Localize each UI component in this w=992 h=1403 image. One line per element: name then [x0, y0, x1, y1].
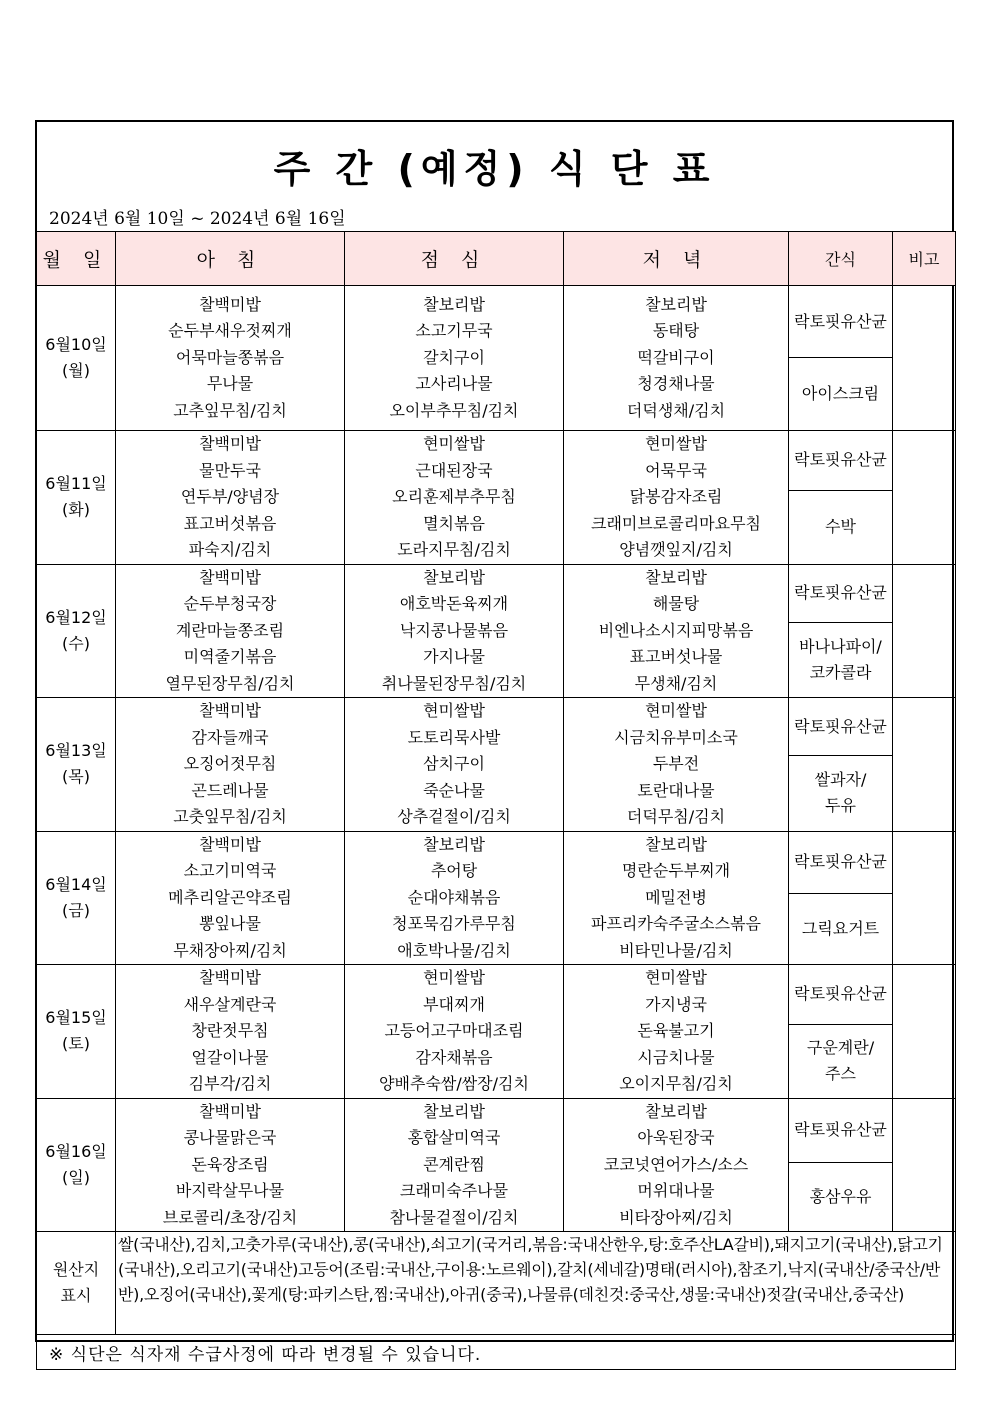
breakfast-item: 곤드레나물 — [191, 780, 269, 800]
lunch-item: 참나물겉절이/김치 — [389, 1207, 519, 1227]
snack-item: 락토핏유산균 — [794, 450, 887, 470]
dinner-item: 가지냉국 — [645, 994, 707, 1014]
lunch-item: 고등어고구마대조림 — [384, 1021, 524, 1040]
note-cell — [893, 831, 956, 965]
day-row — [37, 1098, 956, 1163]
lunch-item: 추어탕 — [430, 861, 478, 880]
lunch-item: 순대야채볶음 — [407, 887, 501, 907]
dinner-item: 현미쌀밥 — [645, 968, 707, 987]
breakfast-item: 찰백미밥 — [199, 968, 261, 987]
day-date: 6월11일 — [45, 474, 107, 494]
breakfast-cell — [116, 564, 345, 698]
breakfast-item: 무채장아찌/김치 — [173, 940, 287, 960]
day-date: 6월10일 — [45, 335, 107, 354]
snack-probiotic — [789, 431, 893, 491]
dinner-item: 명란순두부찌개 — [621, 861, 731, 880]
lunch-item: 도토리묵사발 — [407, 727, 501, 747]
origin-label-line: 표시 — [60, 1286, 92, 1305]
lunch-item: 상추겉절이/김치 — [397, 807, 511, 826]
day-cell — [37, 564, 116, 698]
snack-item: 코카콜라 — [809, 662, 872, 682]
snack-extra — [789, 622, 893, 697]
lunch-item: 콘계란찜 — [423, 1154, 485, 1174]
lunch-item: 낙지콩나물볶음 — [399, 620, 509, 640]
breakfast-item: 브로콜리/초장/김치 — [162, 1207, 298, 1227]
breakfast-item: 무나물 — [206, 374, 254, 394]
day-row — [37, 831, 956, 894]
dinner-item: 파프리카숙주굴소스볶음 — [590, 914, 762, 933]
day-row — [37, 564, 956, 622]
lunch-item: 오이부추무침/김치 — [389, 400, 519, 420]
snack-extra — [789, 358, 893, 431]
dinner-item: 머위대나물 — [637, 1181, 715, 1200]
lunch-item: 고사리나물 — [415, 374, 493, 394]
snack-item: 락토핏유산균 — [794, 984, 887, 1004]
snack-item: 수박 — [825, 517, 856, 537]
snack-extra — [789, 1024, 893, 1098]
dinner-item: 시금치나물 — [637, 1047, 715, 1067]
lunch-cell — [345, 698, 564, 832]
dinner-item: 현미쌀밥 — [645, 701, 707, 720]
note-cell — [893, 564, 956, 698]
lunch-item: 애호박돈육찌개 — [399, 594, 509, 613]
day-weekday: (토) — [62, 1034, 90, 1054]
dinner-item: 어묵무국 — [645, 460, 707, 480]
breakfast-item: 파숙지/김치 — [188, 540, 272, 559]
snack-probiotic — [789, 698, 893, 756]
lunch-item: 청포묵김가루무침 — [392, 914, 516, 933]
dinner-item: 찰보리밥 — [645, 1101, 707, 1121]
breakfast-item: 찰백미밥 — [199, 567, 261, 587]
dinner-item: 비타민나물/김치 — [619, 940, 733, 960]
dinner-item: 표고버섯나물 — [629, 647, 723, 666]
breakfast-item: 찰백미밥 — [199, 834, 261, 854]
lunch-item: 근대된장국 — [415, 460, 493, 480]
breakfast-cell — [116, 1098, 345, 1232]
day-date: 6월13일 — [45, 741, 107, 761]
snack-item: 락토핏유산균 — [794, 1120, 887, 1140]
header-dinner: 저 녁 — [564, 232, 789, 286]
dinner-item: 돈육불고기 — [637, 1021, 715, 1040]
breakfast-item: 찰백미밥 — [199, 1101, 261, 1121]
lunch-cell — [345, 564, 564, 698]
day-weekday: (화) — [62, 500, 90, 520]
dinner-item: 동태탕 — [652, 321, 700, 341]
dinner-item: 해물탕 — [652, 594, 700, 613]
breakfast-item: 찰백미밥 — [199, 294, 261, 314]
breakfast-cell — [116, 431, 345, 565]
dinner-item: 더덕무침/김치 — [626, 807, 726, 826]
lunch-item: 현미쌀밥 — [423, 434, 485, 453]
breakfast-item: 어묵마늘쫑볶음 — [175, 347, 285, 367]
lunch-item: 삼치구이 — [423, 754, 485, 773]
snack-item: 홍삼우유 — [809, 1187, 872, 1207]
note-cell — [893, 1098, 956, 1232]
day-weekday: (목) — [62, 767, 90, 787]
lunch-item: 애호박나물/김치 — [397, 940, 511, 960]
day-date: 6월16일 — [45, 1141, 107, 1161]
snack-item: 락토핏유산균 — [794, 716, 887, 736]
breakfast-cell — [116, 286, 345, 431]
breakfast-item: 뽕잎나물 — [199, 914, 261, 933]
lunch-cell — [345, 965, 564, 1099]
page-title: 주 간 (예정) 식 단 표 — [273, 147, 716, 191]
lunch-cell — [345, 286, 564, 431]
snack-extra — [789, 894, 893, 965]
breakfast-item: 창란젓무침 — [191, 1021, 269, 1040]
day-cell — [37, 965, 116, 1099]
dinner-cell — [564, 1098, 789, 1232]
dinner-item: 토란대나물 — [637, 780, 715, 800]
dinner-item: 두부전 — [652, 754, 700, 773]
breakfast-item: 미역줄기볶음 — [183, 647, 277, 666]
header-row — [37, 232, 956, 286]
dinner-item: 현미쌀밥 — [645, 434, 707, 453]
day-cell — [37, 431, 116, 565]
lunch-item: 부대찌개 — [423, 994, 485, 1014]
day-cell — [37, 831, 116, 965]
breakfast-item: 돈육장조림 — [191, 1154, 269, 1174]
snack-probiotic — [789, 1098, 893, 1163]
breakfast-item: 연두부/양념장 — [180, 487, 280, 506]
breakfast-item: 찰백미밥 — [199, 434, 261, 453]
note-cell — [893, 431, 956, 565]
snack-probiotic — [789, 965, 893, 1025]
dinner-item: 시금치유부미소국 — [614, 727, 738, 747]
dinner-item: 찰보리밥 — [645, 834, 707, 854]
lunch-cell — [345, 831, 564, 965]
breakfast-item: 고추잎무침/김치 — [173, 400, 287, 420]
dinner-item: 코코넛연어가스/소스 — [603, 1154, 749, 1174]
dinner-cell — [564, 431, 789, 565]
origin-label-line: 원산지 — [52, 1260, 100, 1279]
notice-row — [37, 1335, 956, 1370]
breakfast-item: 김부각/김치 — [188, 1074, 272, 1093]
header-day: 월 일 — [37, 232, 116, 286]
dinner-item: 찰보리밥 — [645, 294, 707, 314]
snack-item: 락토핏유산균 — [794, 583, 887, 603]
snack-extra — [789, 490, 893, 564]
breakfast-item: 찰백미밥 — [199, 701, 261, 720]
day-date: 6월14일 — [45, 874, 107, 894]
note-cell — [893, 965, 956, 1099]
lunch-cell — [345, 1098, 564, 1232]
dinner-item: 크래미브로콜리마요무침 — [590, 513, 762, 533]
dinner-item: 청경채나물 — [637, 374, 715, 394]
header-note: 비고 — [893, 232, 956, 286]
dinner-cell — [564, 965, 789, 1099]
breakfast-item: 표고버섯볶음 — [183, 513, 277, 533]
breakfast-item: 오징어젓무침 — [183, 754, 277, 773]
day-weekday: (일) — [62, 1167, 90, 1187]
lunch-item: 멸치볶음 — [423, 513, 485, 533]
dinner-cell — [564, 286, 789, 431]
snack-item: 락토핏유산균 — [794, 311, 887, 331]
day-cell — [37, 286, 116, 431]
lunch-item: 죽순나물 — [423, 780, 485, 800]
snack-item: 쌀과자/ — [814, 770, 867, 790]
day-row — [37, 965, 956, 1025]
dinner-cell — [564, 698, 789, 832]
lunch-item: 홍합살미역국 — [407, 1128, 501, 1147]
day-row — [37, 698, 956, 756]
dinner-cell — [564, 564, 789, 698]
snack-probiotic — [789, 831, 893, 894]
day-date: 6월15일 — [45, 1008, 107, 1028]
dinner-item: 양념깻잎지/김치 — [619, 540, 733, 559]
dinner-item: 닭봉감자조림 — [629, 487, 723, 506]
lunch-item: 크래미숙주나물 — [399, 1181, 509, 1200]
breakfast-item: 바지락살무나물 — [175, 1181, 285, 1200]
dinner-cell — [564, 831, 789, 965]
breakfast-item: 계란마늘쫑조림 — [175, 620, 285, 640]
breakfast-cell — [116, 831, 345, 965]
breakfast-item: 고춧잎무침/김치 — [173, 807, 287, 826]
dinner-item: 비엔나소시지피망볶음 — [598, 620, 754, 640]
breakfast-item: 열무된장무침/김치 — [165, 673, 295, 693]
snack-extra — [789, 1163, 893, 1232]
snack-item: 락토핏유산균 — [794, 852, 887, 872]
breakfast-item: 얼갈이나물 — [191, 1047, 269, 1067]
snack-item: 바나나파이/ — [799, 636, 882, 656]
breakfast-item: 소고기미역국 — [183, 861, 277, 880]
lunch-cell — [345, 431, 564, 565]
lunch-item: 오리훈제부추무침 — [392, 487, 516, 506]
dinner-item: 오이지무침/김치 — [619, 1074, 733, 1093]
snack-item: 아이스크림 — [801, 384, 880, 403]
lunch-item: 찰보리밥 — [423, 1101, 485, 1121]
period-range: 2024년 6월 10일 ~ 2024년 6월 16일 — [49, 209, 346, 229]
notice-text: ※ 식단은 식자재 수급사정에 따라 변경될 수 있습니다. — [37, 1335, 956, 1370]
snack-item: 주스 — [825, 1064, 856, 1084]
dinner-item: 아욱된장국 — [637, 1128, 715, 1147]
snack-extra — [789, 756, 893, 831]
breakfast-item: 메추리알곤약조림 — [168, 887, 292, 907]
breakfast-item: 순두부청국장 — [183, 594, 277, 613]
lunch-item: 찰보리밥 — [423, 294, 485, 314]
note-cell — [893, 698, 956, 832]
origin-row — [37, 1232, 956, 1335]
origin-label — [37, 1232, 116, 1335]
lunch-item: 취나물된장무침/김치 — [381, 673, 527, 693]
breakfast-item: 순두부새우젓찌개 — [168, 321, 292, 341]
dinner-item: 찰보리밥 — [645, 567, 707, 587]
breakfast-cell — [116, 698, 345, 832]
breakfast-cell — [116, 965, 345, 1099]
lunch-item: 찰보리밥 — [423, 567, 485, 587]
breakfast-item: 콩나물맑은국 — [183, 1128, 277, 1147]
dinner-item: 떡갈비구이 — [637, 347, 715, 367]
day-weekday: (금) — [62, 900, 90, 920]
day-row — [37, 431, 956, 491]
day-weekday: (수) — [62, 633, 90, 653]
lunch-item: 갈치구이 — [423, 347, 485, 367]
origin-text: 쌀(국내산),김치,고춧가루(국내산),콩(국내산),쇠고기(국거리,볶음:국내산한우,탕:호주산LA갈비),돼지고기(국내산),닭고기(국내산),오리고기(국내산)고등어(조림:국내산,구이용:노르웨이),갈치(세네갈)명태(러시아),참조기,낙지(국내산/중국산/반반),오징어(국내산),꽃게(탕:파키스탄,찜:국내산),아귀(중국),나물류(데친것:중국산,생물:국내산)젓갈(국내산,중국산) — [116, 1232, 956, 1335]
lunch-item: 도라지무침/김치 — [397, 540, 511, 559]
breakfast-item: 감자들깨국 — [191, 727, 269, 747]
lunch-item: 찰보리밥 — [423, 834, 485, 854]
dinner-item: 무생채/김치 — [634, 673, 718, 693]
lunch-item: 가지나물 — [423, 647, 485, 666]
lunch-item: 양배추숙쌈/쌈장/김치 — [379, 1074, 529, 1093]
day-row — [37, 286, 956, 358]
day-weekday: (월) — [62, 361, 90, 380]
note-cell — [893, 286, 956, 431]
breakfast-item: 새우살계란국 — [183, 994, 277, 1014]
lunch-item: 현미쌀밥 — [423, 968, 485, 987]
lunch-item: 감자채볶음 — [415, 1047, 493, 1067]
header-lunch: 점 심 — [345, 232, 564, 286]
day-date: 6월12일 — [45, 607, 107, 627]
snack-probiotic — [789, 286, 893, 358]
menu-sheet — [35, 120, 954, 1365]
snack-item: 두유 — [825, 796, 856, 816]
snack-item: 그릭요거트 — [801, 919, 880, 939]
snack-probiotic — [789, 564, 893, 622]
header-breakfast: 아 침 — [116, 232, 345, 286]
lunch-item: 현미쌀밥 — [423, 701, 485, 720]
day-cell — [37, 698, 116, 832]
header-snack: 간식 — [789, 232, 893, 286]
lunch-item: 소고기무국 — [415, 321, 493, 341]
dinner-item: 메밀전병 — [645, 887, 707, 907]
snack-item: 구운계란/ — [806, 1038, 875, 1058]
dinner-item: 더덕생채/김치 — [626, 400, 726, 420]
menu-table — [36, 231, 956, 1370]
breakfast-item: 물만두국 — [199, 460, 261, 480]
dinner-item: 비타장아찌/김치 — [619, 1207, 733, 1227]
day-cell — [37, 1098, 116, 1232]
